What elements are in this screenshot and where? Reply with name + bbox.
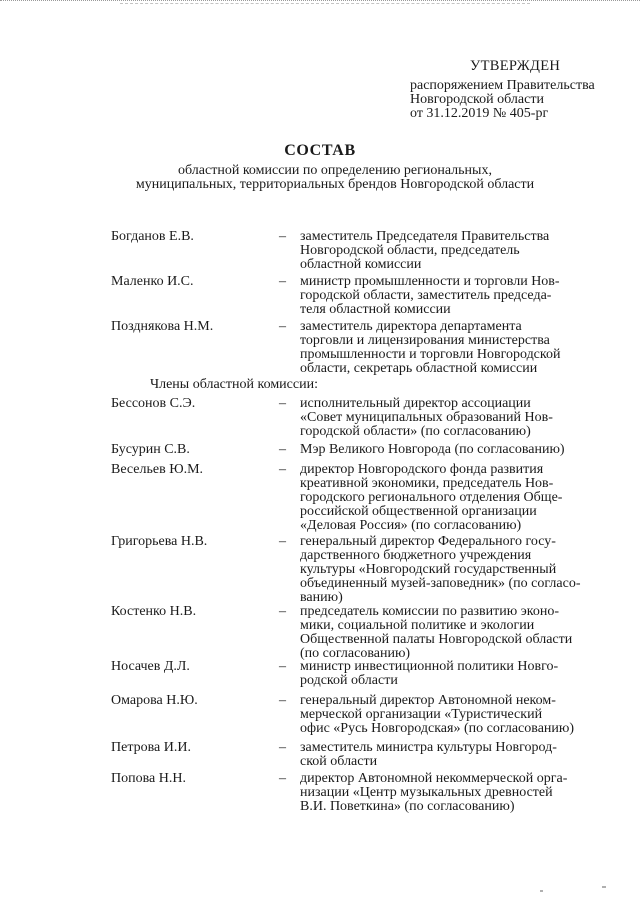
scan-speck [602, 886, 606, 888]
member-role [300, 694, 600, 736]
scan-speck [540, 890, 543, 892]
dash-separator: – [279, 274, 286, 289]
dash-separator: – [279, 319, 286, 334]
role-line: промышленности и торговли Новгородской [300, 347, 561, 362]
dash-separator: – [279, 604, 286, 619]
role-line: городской области» (по согласованию) [300, 424, 531, 439]
dash-separator: – [279, 396, 286, 411]
member-role [300, 320, 600, 376]
role-line: «Деловая Россия» (по согласованию) [300, 518, 522, 533]
member-name: Бусурин С.В. [111, 442, 190, 457]
member-role [300, 230, 600, 272]
member-name: Костенко Н.В. [111, 604, 197, 619]
role-line: теля областной комиссии [300, 302, 451, 317]
member-name: Маленко И.С. [111, 274, 194, 289]
role-line: заместитель Председателя Правительства [300, 229, 550, 244]
role-line: заместитель директора департамента [300, 319, 522, 334]
dash-separator: – [279, 229, 286, 244]
scan-edge-line [0, 0, 640, 5]
role-line: директор Новгородского фонда развития [300, 462, 544, 477]
approval-block [410, 79, 595, 121]
role-line: российской общественной организации [300, 504, 537, 519]
member-role [300, 772, 600, 814]
member-role [300, 535, 600, 605]
role-line: области, секретарь областной комиссии [300, 361, 538, 376]
member-role [300, 741, 600, 769]
role-line: (по согласованию) [300, 646, 411, 661]
role-line: Мэр Великого Новгорода (по согласованию) [300, 442, 565, 457]
role-line: низации «Центр музыкальных древностей [300, 785, 553, 800]
members-heading: Члены областной комиссии: [150, 377, 318, 392]
member-name: Позднякова Н.М. [111, 319, 214, 334]
role-line: «Совет муниципальных образований Нов- [300, 410, 553, 425]
document-subtitle [100, 164, 570, 192]
member-role [300, 443, 600, 457]
subtitle-line: областной комиссии по определению региональных, [178, 163, 492, 178]
document-title: СОСТАВ [284, 142, 356, 159]
role-line: Общественной палаты Новгородской области [300, 632, 573, 647]
approval-heading: УТВЕРЖДЕН [470, 58, 561, 74]
approval-line: Новгородской области [410, 92, 544, 107]
member-name: Носачев Д.Л. [111, 659, 190, 674]
role-line: директор Автономной некоммерческой орга- [300, 771, 568, 786]
member-name: Григорьева Н.В. [111, 534, 208, 549]
role-line: ванию) [300, 590, 343, 605]
role-line: В.И. Поветкина» (по согласованию) [300, 799, 515, 814]
role-line: родской области [300, 673, 398, 688]
member-name: Весельев Ю.М. [111, 462, 204, 477]
role-line: мерческой организации «Туристический [300, 707, 543, 722]
member-role [300, 605, 600, 661]
member-role [300, 463, 600, 533]
dash-separator: – [279, 462, 286, 477]
role-line: генеральный директор Автономной неком- [300, 693, 556, 708]
role-line: мики, социальной политике и экологии [300, 618, 535, 633]
member-name: Богданов Е.В. [111, 229, 194, 244]
role-line: областной комиссии [300, 257, 422, 272]
role-line: Новгородской области, председатель [300, 243, 520, 258]
role-line: торговли и лицензирования министерства [300, 333, 550, 348]
role-line: дарственного бюджетного учреждения [300, 548, 532, 563]
role-line: креативной экономики, председатель Нов- [300, 476, 554, 491]
role-line: министр инвестиционной политики Новго- [300, 659, 559, 674]
member-role [300, 275, 600, 317]
dash-separator: – [279, 442, 286, 457]
dash-separator: – [279, 740, 286, 755]
member-name: Бессонов С.Э. [111, 396, 196, 411]
dash-separator: – [279, 693, 286, 708]
role-line: культуры «Новгородский государственный [300, 562, 557, 577]
member-name: Омарова Н.Ю. [111, 693, 198, 708]
role-line: министр промышленности и торговли Нов- [300, 274, 560, 289]
role-line: ской области [300, 754, 378, 769]
role-line: городского регионального отделения Обще- [300, 490, 563, 505]
role-line: городской области, заместитель председа- [300, 288, 552, 303]
dash-separator: – [279, 659, 286, 674]
approval-line: от 31.12.2019 № 405-рг [410, 106, 549, 121]
role-line: объединенный музей-заповедник» (по согласо- [300, 576, 581, 591]
role-line: исполнительный директор ассоциации [300, 396, 531, 411]
role-line: генеральный директор Федерального госу- [300, 534, 556, 549]
member-name: Петрова И.И. [111, 740, 191, 755]
member-role [300, 397, 600, 439]
member-role [300, 660, 600, 688]
role-line: офис «Русь Новгородская» (по согласованию) [300, 721, 575, 736]
role-line: заместитель министра культуры Новгород- [300, 740, 557, 755]
dash-separator: – [279, 534, 286, 549]
approval-line: распоряжением Правительства [410, 78, 595, 93]
dash-separator: – [279, 771, 286, 786]
subtitle-line: муниципальных, территориальных брендов Новгородской области [135, 177, 535, 192]
member-name: Попова Н.Н. [111, 771, 186, 786]
role-line: председатель комиссии по развитию эконо- [300, 604, 559, 619]
